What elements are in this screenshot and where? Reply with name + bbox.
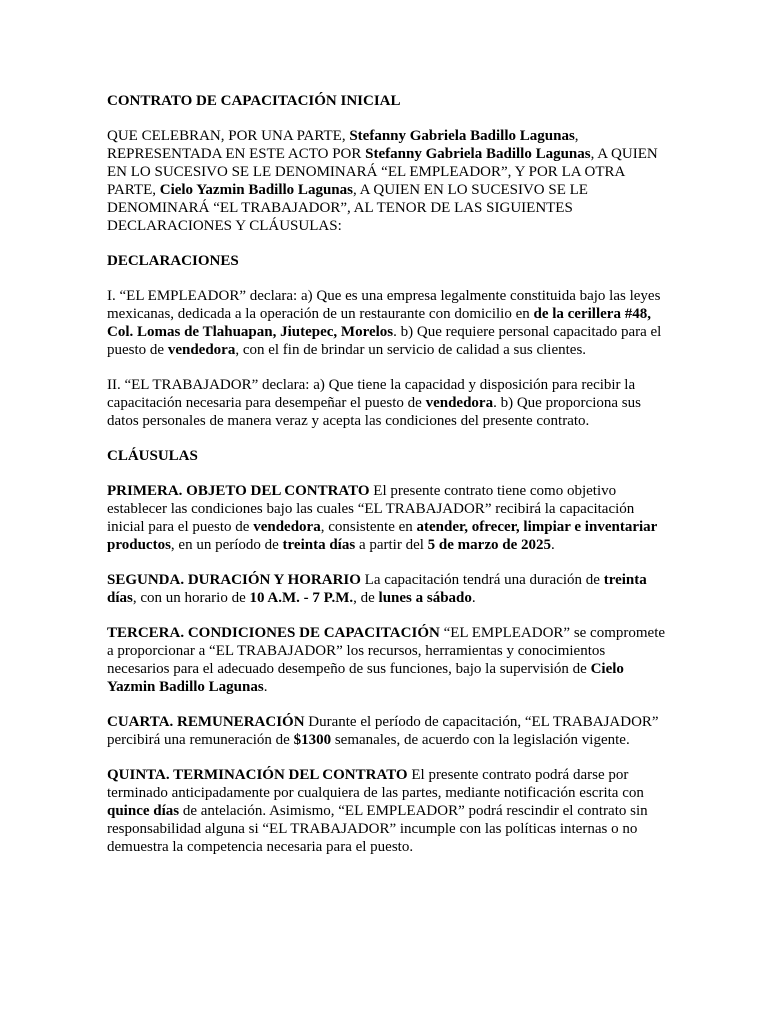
decl-1-text-3: , con el fin de brindar un servicio de calidad a sus clientes. [235, 342, 587, 358]
segunda-hours: 10 A.M. - 7 P.M. [249, 590, 354, 606]
segunda-days: lunes a sábado [378, 590, 472, 606]
document-title: CONTRATO DE CAPACITACIÓN INICIAL [107, 93, 401, 109]
primera-heading: PRIMERA. OBJETO DEL CONTRATO [107, 483, 370, 499]
primera-text-5: . [550, 537, 555, 553]
decl-2-text-1: II. “EL TRABAJADOR” declara: a) Que tiene la capacidad y disposición para recibir la capacitación necesaria para desempeñar el puesto de [107, 377, 636, 411]
declaraciones-heading: DECLARACIONES [107, 253, 239, 269]
tercera-text-2: . [263, 679, 268, 695]
segunda-text-3: , de [353, 590, 379, 606]
decl-1-position: vendedora [167, 342, 236, 358]
quinta-heading: QUINTA. TERMINACIÓN DEL CONTRATO [107, 767, 408, 783]
decl-1-text-1: I. “EL EMPLEADOR” declara: a) Que es una empresa legalmente constituida bajo las leyes mexicanas, dedicada a la operación de un restaurante con domicilio en [107, 288, 661, 322]
decl-2-position: vendedora [425, 395, 494, 411]
clause-segunda [107, 571, 668, 607]
decl-2-text-2: . b) Que proporciona sus datos personales de manera veraz y acepta las condiciones del presente contrato. [107, 395, 641, 429]
representative-name: Stefanny Gabriela Badillo Lagunas [365, 146, 591, 162]
cuarta-text-2: semanales, de acuerdo con la legislación vigente. [331, 732, 630, 748]
primera-period: treinta días [282, 537, 356, 553]
intro-text-1: QUE CELEBRAN, POR UNA PARTE, [107, 128, 350, 144]
quinta-notice: quince días [107, 803, 180, 819]
primera-text-2: , consistente en [320, 519, 417, 535]
cuarta-amount: $1300 [293, 732, 332, 748]
segunda-duration: treinta días [107, 572, 647, 606]
primera-text-1: El presente contrato tiene como objetivo establecer las condiciones bajo las cuales “EL TRABAJADOR” recibirá la capacitación inicial para el puesto de [107, 483, 635, 535]
primera-position: vendedora [253, 519, 321, 535]
intro-paragraph [107, 127, 668, 235]
segunda-text-1: La capacitación tendrá una duración de [360, 572, 604, 588]
quinta-text-1: El presente contrato podrá darse por terminado anticipadamente por cualquiera de las partes, mediante notificación escrita con [107, 767, 644, 801]
segunda-heading: SEGUNDA. DURACIÓN Y HORARIO [107, 572, 361, 588]
primera-start-date: 5 de marzo de 2025 [427, 537, 551, 553]
primera-duties: atender, ofrecer, limpiar e inventariar productos [107, 519, 658, 553]
primera-text-4: a partir del [355, 537, 428, 553]
clause-quinta [107, 766, 668, 856]
primera-text-3: , en un período de [170, 537, 283, 553]
decl-1-text-2: . b) Que requiere personal capacitado para el puesto de [107, 324, 662, 358]
declaration-worker [107, 376, 668, 430]
intro-text-4: , A QUIEN EN LO SUCESIVO SE LE DENOMINARÁ “EL TRABAJADOR”, AL TENOR DE LAS SIGUIENTES DECLARACIONES Y CLÁUSULAS: [107, 182, 588, 234]
cuarta-text-1: Durante el período de capacitación, “EL TRABAJADOR” percibirá una remuneración de [107, 714, 659, 748]
intro-text-2: , REPRESENTADA EN ESTE ACTO POR [107, 128, 579, 162]
declaration-employer [107, 287, 668, 359]
clausulas-heading: CLÁUSULAS [107, 448, 198, 464]
worker-name: Cielo Yazmin Badillo Lagunas [159, 182, 353, 198]
restaurant-address: de la cerillera #48, Col. Lomas de Tlahuapan, Jiutepec, Morelos [107, 306, 651, 340]
clause-cuarta [107, 713, 668, 749]
segunda-text-4: . [471, 590, 476, 606]
tercera-heading: TERCERA. CONDICIONES DE CAPACITACIÓN [107, 625, 440, 641]
clause-tercera [107, 624, 668, 696]
tercera-text-1: “EL EMPLEADOR” se compromete a proporcionar a “EL TRABAJADOR” los recursos, herramientas y conocimientos necesarios para el adecuado desempeño de sus funciones, bajo la supervisión de [107, 625, 666, 677]
intro-text-3: , A QUIEN EN LO SUCESIVO SE LE DENOMINARÁ “EL EMPLEADOR”, Y POR LA OTRA PARTE, [107, 146, 658, 198]
clause-primera [107, 482, 668, 554]
employer-name: Stefanny Gabriela Badillo Lagunas [349, 128, 575, 144]
cuarta-heading: CUARTA. REMUNERACIÓN [107, 714, 305, 730]
quinta-text-2: de antelación. Asimismo, “EL EMPLEADOR” podrá rescindir el contrato sin responsabilidad alguna si “EL TRABAJADOR” incumple con las políticas internas o no demuestra la competencia necesaria para el puesto. [107, 803, 648, 855]
segunda-text-2: , con un horario de [132, 590, 250, 606]
tercera-supervisor: Cielo Yazmin Badillo Lagunas [107, 661, 624, 695]
